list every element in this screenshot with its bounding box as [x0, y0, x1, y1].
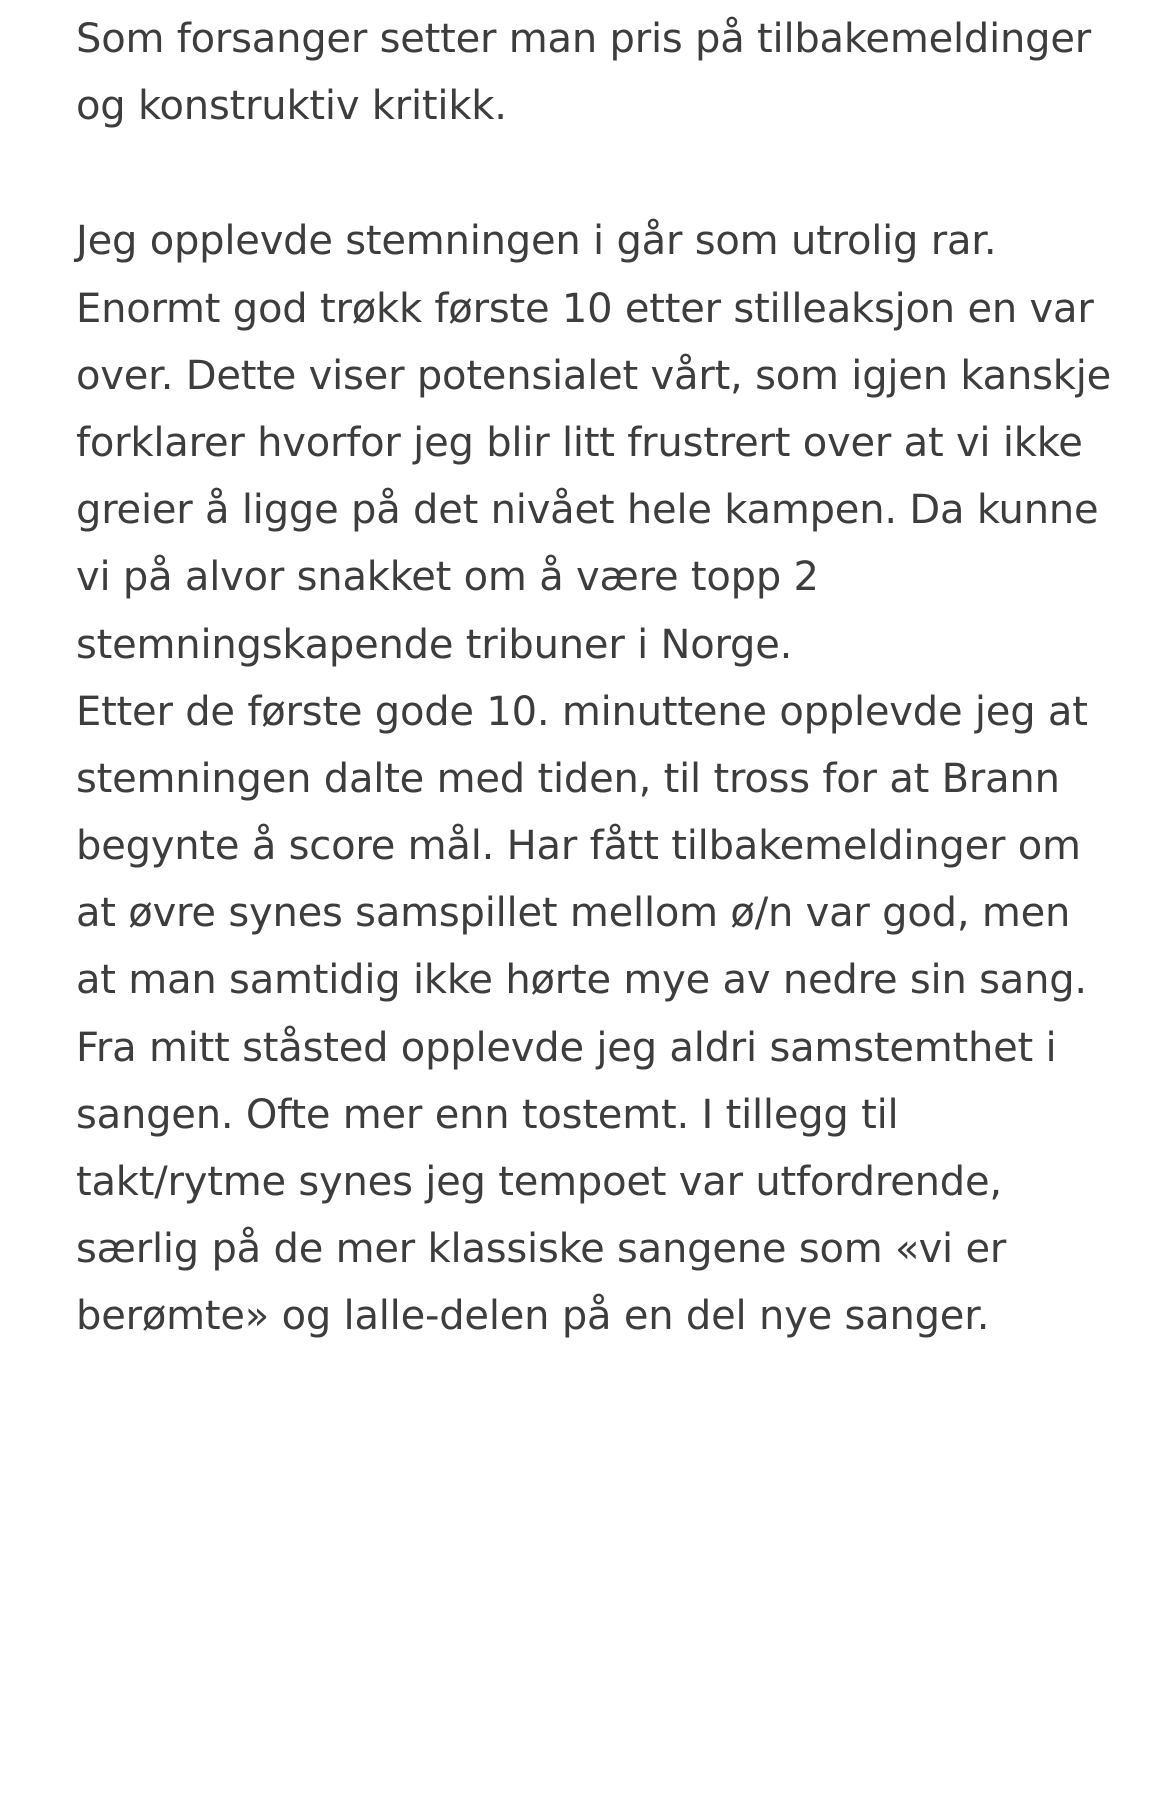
paragraph-atmosphere: Jeg opplevde stemningen i går som utrolig rar. Enormt god trøkk første 10 etter stilleaksjon en var over. Dette viser potensialet vårt, som igjen kanskje forklarer hvorfor jeg blir litt frustrert over at vi ikke greier å ligge på det nivået hele kampen. Da kunne vi på alvor snakket om å være topp 2 stemningskapende tribuner i Norge. [76, 218, 1112, 668]
paragraph-spacer [76, 140, 1114, 208]
paragraph-intro: Som forsanger setter man pris på tilbakemeldinger og konstruktiv kritikk. [76, 16, 1092, 130]
paragraph-feedback: Etter de første gode 10. minuttene opplevde jeg at stemningen dalte med tiden, til tross for at Brann begynte å score mål. Har fått tilbakemeldinger om at øvre synes samspillet mellom ø/n var god, men at man samtidig ikke hørte mye av nedre sin sang. Fra mitt ståsted opplevde jeg aldri samstemthet i sangen. Ofte mer enn tostemt. I tillegg til takt/rytme synes jeg tempoet var utfordrende, særlig på de mer klassiske sangene som «vi er berømte» og lalle-delen på en del nye sanger. [76, 688, 1088, 1340]
